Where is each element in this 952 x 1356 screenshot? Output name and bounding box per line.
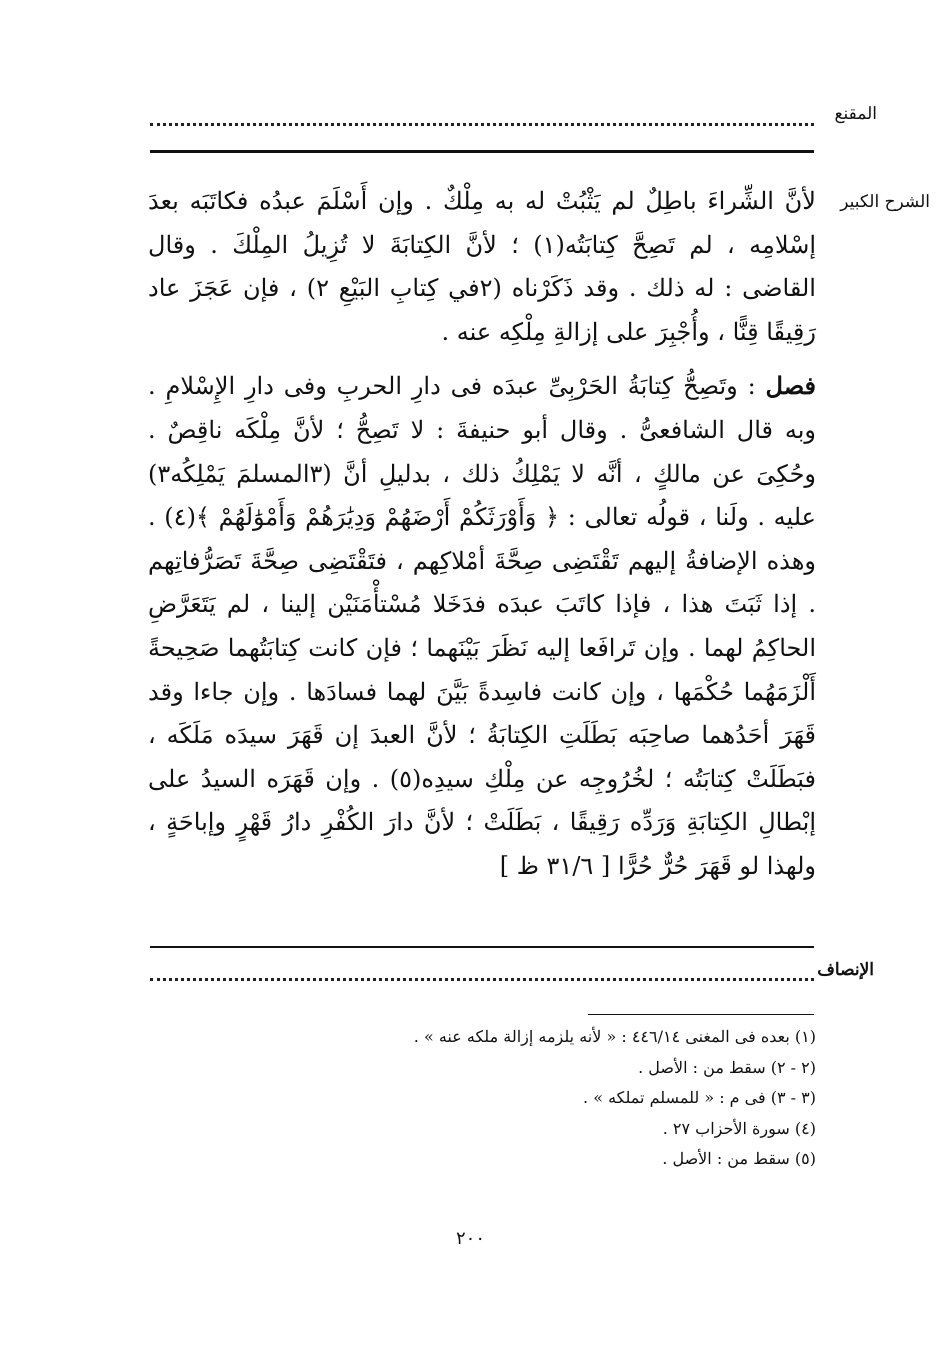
section-heading-fasl: فصل: [765, 371, 816, 401]
folio-marker: [ ٣١/٦ ظ ]: [499, 851, 611, 880]
footnote-5: (٥) سقط من : الأصل .: [662, 1149, 816, 1168]
footnote-1: (١) بعده فى المغنى ٤٤٦/١٤ : « لأنه يلزمه إزالة ملكه عنه » .: [413, 1027, 816, 1046]
paragraph-1: لأنَّ الشِّراءَ باطِلٌ لم يَثْبُتْ له به مِلْكٌ . وإن أَسْلَمَ عبدُه فكاتَبَه بعدَ إسْلامِه ، لم تَصِحَّ كِتابَتُه(١) ؛ لأنَّ الكِتابَةَ لا تُزِيلُ المِلْكَ . وقال القاضى : له ذلك . وقد ذَكَرْناه (٢في كِتابِ البَيْعِ ٢) ، فإن عَجَزَ عاد رَقِيقًا قِنًّا ، وأُجْبِرَ على إزالةِ مِلْكِه عنه .: [148, 187, 817, 346]
footnote-3: (٣ - ٣) فى م : « للمسلم تملكه » .: [583, 1088, 816, 1107]
body-bottom-rule: [150, 946, 814, 948]
footnote-2: (٢ - ٢) سقط من : الأصل .: [638, 1057, 816, 1077]
footnote-4: (٤) سورة الأحزاب ٢٧ .: [662, 1118, 816, 1138]
header-dotted-leader: [150, 123, 814, 126]
footnote-separator: [588, 1014, 814, 1015]
book-title: المقنع: [834, 104, 877, 124]
paragraph-2: [148, 364, 816, 888]
commentary-text: [148, 180, 816, 889]
page-number: ٢٠٠: [456, 1228, 486, 1249]
insaf-dotted-leader: [150, 978, 814, 981]
insaf-label: الإنصاف: [817, 960, 874, 980]
sharh-label: الشرح الكبير: [840, 192, 930, 212]
header-rule: [150, 150, 814, 153]
footnotes: [176, 1022, 816, 1175]
paragraph-2-text: : وتَصِحُّ كِتابَةُ الحَرْبِىِّ عبدَه فى دارِ الحربِ وفى دارِ الإِسْلامِ . وبه قال الشافعىُّ . وقال أبو حنيفةَ : لا تَصِحُّ ؛ لأنَّ مِلْكَه ناقِصٌ . وحُكِىَ عن مالكٍ ، أنَّه لا يَمْلِكُ ذلك ، بدليلِ أنَّ (٣المسلمَ يَمْلِكُه٣) عليه . ولَنا ، قولُه تعالى : ﴿ وَأَوْرَثَكُمْ أَرْضَهُمْ وَدِيَٰرَهُمْ وَأَمْوَٰلَهُمْ ﴾(٤) . وهذه الإضافةُ إليهم تَقْتَضِى صِحَّةَ أمْلاكِهم ، فتَقْتَضِى صِحَّةَ تَصَرُّفاتِهم . إذا ثَبَتَ هذا ، فإذا كاتَبَ عبدَه فدَخَلا مُسْتأْمَنَيْن إلينا ، لم يَتَعَرَّضِ الحاكِمُ لهما . وإن تَرافَعا إليه نَظَرَ بَيْنَهما ؛ فإن كانت كِتابَتُهما صَحِيحةً أَلْزَمَهُما حُكْمَها ، وإن كانت فاسِدةً بَيَّنَ لهما فسادَها . وإن جاءا وقد قَهَرَ أحَدُهما صاحِبَه بَطَلَتِ الكِتابَةُ ؛ لأنَّ العبدَ إن قَهَرَ سيدَه مَلَكَه ، فبَطَلَتْ كِتابَتُه ؛ لخُرُوجِه عن مِلْكِ سيدِه(٥) . وإن قَهَرَه السيدُ على إبْطالِ الكِتابَةِ وَرَدِّه رَقِيقًا ، بَطَلَتْ ؛ لأنَّ دارَ الكُفْرِ دارُ قَهْرٍ وإباحَةٍ ، ولهذا لو قَهَرَ حُرٌّ حُرًّا: [148, 372, 817, 880]
